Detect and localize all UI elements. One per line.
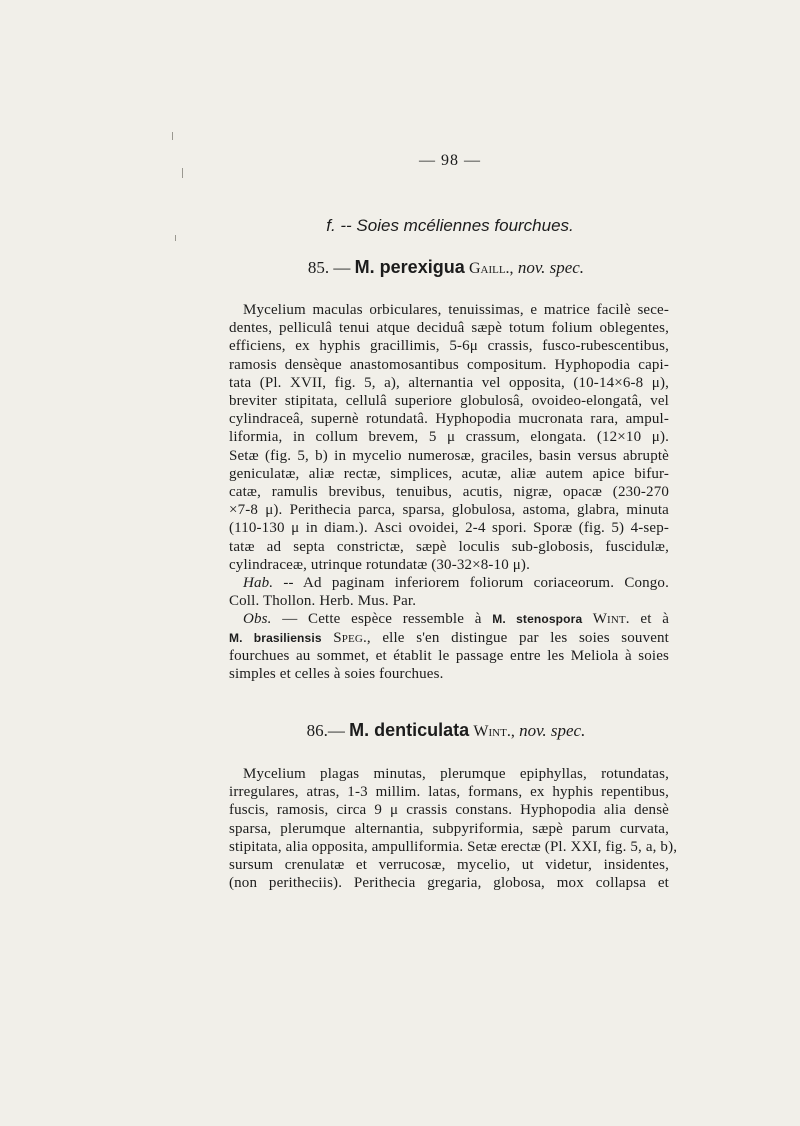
description-line: fuscis, ramosis, circa 9 μ crassis constans. Hyphopodia alia densè [229,802,669,819]
description-line: (110-130 μ in diam.). Asci ovoidei, 2-4 spori. Sporæ (fig. 5) 4-sep- [229,520,669,537]
description-line: Mycelium plagas minutas, plerumque epiphyllas, rotundatas, [243,766,669,782]
page-number: — 98 — [419,152,481,169]
reference-species-author: Wint. [582,611,630,628]
species-designation: nov. spec. [519,721,586,740]
reference-species-name: M. stenospora [492,612,583,627]
species-author: Gaill., [468,260,514,277]
description-line: geniculatæ, aliæ rectæ, simplices, acutæ, aliæ autem apice bifur- [229,465,669,482]
habitat-line: Coll. Thollon. Herb. Mus. Par. [229,593,417,610]
species-designation: nov. spec. [517,258,585,277]
observation-text: et à [629,611,670,628]
description-line: cylindraceæ, utrinque rotundatæ (30-32×8-10 μ). [229,556,530,573]
species-name: M. denticulata [349,720,470,740]
reference-species-author: Speg. [321,629,367,646]
species-number: 85. — [307,258,351,277]
species-86-body [229,765,678,892]
species-85-body [229,301,669,683]
observation-text: — Cette espèce ressemble à [271,611,493,628]
description-line: Mycelium maculas orbiculares, tenuissimas, e matrice facilè sece- [243,302,669,318]
species-number: 86.— [306,721,345,740]
margin-mark [172,132,173,140]
section-heading: f. -- Soies mcéliennes fourchues. [326,216,574,235]
observation-line [229,610,669,628]
species-author: Wint., [473,723,515,740]
description-line: efficiens, ex hyphis gracillimis, 5-6μ crassis, fusco-rubescentibus, [229,338,669,355]
description-line: liformia, in collum brevem, 5 μ crassum, elongata. (12×10 μ). [229,429,669,446]
habitat-text: -- Ad paginam inferiorem foliorum coriaceorum. Congo. [273,575,669,592]
observation-label: Obs. [243,611,272,628]
description-line: irregulares, atras, 1-3 millim. latas, formans, ex hyphis repentibus, [229,784,669,801]
description-line: tata (Pl. XVII, fig. 5, a), alternantia vel opposita, (10-14×6-8 μ), [229,374,669,391]
description-line: sursum crenulatæ et verrucosæ, mycelio, ut videtur, insidentes, [229,857,669,874]
description-line: ×7-8 μ). Perithecia parca, sparsa, globulosa, astoma, glabra, minuta [229,502,669,519]
description-line: breviter stipitata, cellulâ superiore globulosâ, ovoideo-elongatâ, vel [229,393,669,410]
reference-species-name: M. brasiliensis [229,630,322,645]
species-heading-86 [0,720,800,741]
observation-line: simples et celles à soies fourchues. [229,666,444,683]
description-line: Setæ (fig. 5, b) in mycelio numerosæ, graciles, basin versus abruptè [229,447,669,464]
description-line: dentes, pelliculâ tenui atque deciduâ sæpè totum folium oblegentes, [229,320,669,337]
description-line: ramosis densèque anastomosantibus compositum. Hyphopodia capi- [229,356,669,373]
observation-line [229,629,669,647]
habitat-line [229,574,669,592]
description-line: catæ, ramulis brevibus, tenuibus, acutis, nigræ, opacæ (230-270 [229,484,669,501]
habitat-label: Hab. [243,575,274,592]
description-line: (non peritheciis). Perithecia gregaria, globosa, mox collapsa et [229,875,669,892]
description-line: cylindraceâ, supernè rotundatâ. Hyphopodia mucronata rara, ampul- [229,411,669,428]
observation-line: fourchues au sommet, et établit le passage entre les Meliola à soies [229,647,669,664]
description-line: tatæ ad septa constrictæ, sæpè loculis sub-globosis, fuscidulæ, [229,538,669,555]
species-heading-85 [0,257,800,278]
description-line: sparsa, plerumque alternantia, subpyriformia, sæpè parum curvata, [229,820,669,837]
species-name: M. perexigua [354,257,465,277]
observation-text: , elle s'en distingue par les soies souvent [366,629,669,646]
description-line: stipitata, alia opposita, ampulliformia. Setæ erectæ (Pl. XXI, fig. 5, a, b), [229,838,678,855]
